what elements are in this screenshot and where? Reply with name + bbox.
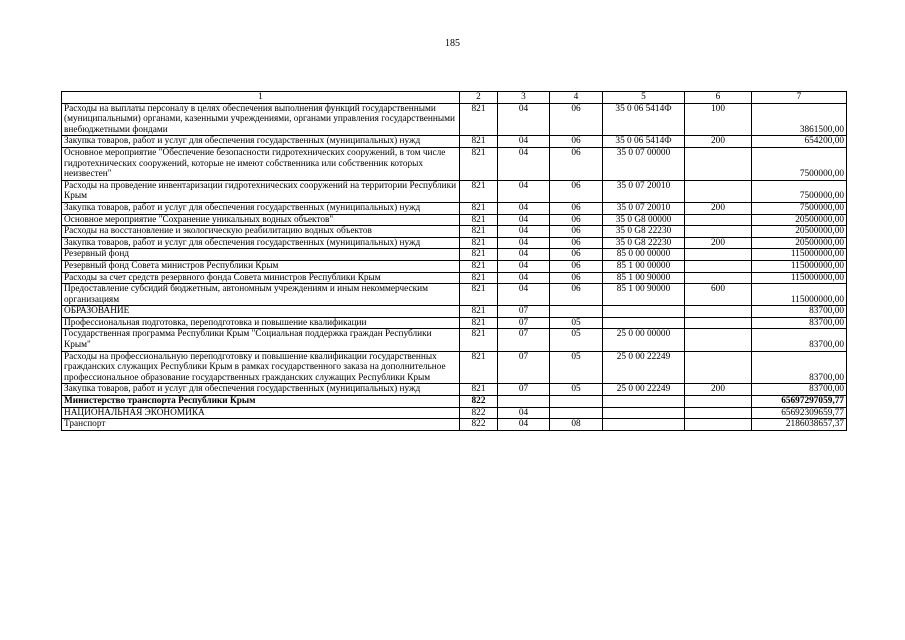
row-code-4: 05 bbox=[550, 384, 603, 396]
table-row bbox=[62, 249, 847, 261]
row-code-5: 35 0 G8 22230 bbox=[603, 237, 685, 249]
row-code-2: 821 bbox=[460, 329, 498, 351]
row-name: Расходы на профессиональную переподготовку и повышение квалификации государственных гражданских служащих Республики Крым в рамках государственного заказа на дополнительное профессиональное образование государственных гражданских служащих Республики Крым bbox=[62, 351, 460, 384]
row-code-4: 06 bbox=[550, 147, 603, 180]
row-amount: 20500000,00 bbox=[752, 214, 847, 226]
row-code-3: 04 bbox=[498, 136, 550, 148]
row-code-3: 04 bbox=[498, 214, 550, 226]
row-amount: 83700,00 bbox=[752, 329, 847, 351]
row-code-6: 200 bbox=[685, 384, 752, 396]
row-code-2: 822 bbox=[460, 407, 498, 419]
row-code-5: 85 1 00 90000 bbox=[603, 284, 685, 306]
row-name: Закупка товаров, работ и услуг для обеспечения государственных (муниципальных) нужд bbox=[62, 384, 460, 396]
row-code-6 bbox=[685, 306, 752, 318]
row-code-3: 07 bbox=[498, 317, 550, 329]
row-amount: 65697297059,77 bbox=[752, 396, 847, 408]
header-cell: 7 bbox=[752, 92, 847, 104]
row-name: Расходы на проведение инвентаризации гидротехнических сооружений на территории Республики Крым bbox=[62, 180, 460, 202]
row-amount: 7500000,00 bbox=[752, 147, 847, 180]
row-amount: 115000000,00 bbox=[752, 284, 847, 306]
row-code-2: 821 bbox=[460, 226, 498, 238]
table-row bbox=[62, 419, 847, 431]
row-code-6 bbox=[685, 272, 752, 284]
row-code-3: 04 bbox=[498, 419, 550, 431]
row-code-6 bbox=[685, 407, 752, 419]
row-code-4: 06 bbox=[550, 284, 603, 306]
row-code-4: 06 bbox=[550, 249, 603, 261]
row-code-5: 25 0 00 22249 bbox=[603, 351, 685, 384]
row-name: Государственная программа Республики Крым "Социальная поддержка граждан Республики Крым" bbox=[62, 329, 460, 351]
row-code-4: 06 bbox=[550, 202, 603, 214]
budget-table bbox=[61, 91, 847, 431]
row-code-2: 821 bbox=[460, 249, 498, 261]
row-name: Закупка товаров, работ и услуг для обеспечения государственных (муниципальных) нужд bbox=[62, 136, 460, 148]
row-amount: 7500000,00 bbox=[752, 202, 847, 214]
row-code-2: 821 bbox=[460, 272, 498, 284]
row-amount: 3861500,00 bbox=[752, 103, 847, 136]
table-row bbox=[62, 272, 847, 284]
row-code-4 bbox=[550, 306, 603, 318]
row-code-6 bbox=[685, 396, 752, 408]
row-amount: 83700,00 bbox=[752, 306, 847, 318]
row-code-5: 25 0 00 22249 bbox=[603, 384, 685, 396]
row-code-3: 07 bbox=[498, 384, 550, 396]
row-code-5 bbox=[603, 396, 685, 408]
table-header-row bbox=[62, 92, 847, 104]
row-code-5: 35 0 07 20010 bbox=[603, 202, 685, 214]
row-code-6 bbox=[685, 249, 752, 261]
table-row bbox=[62, 237, 847, 249]
row-code-6 bbox=[685, 419, 752, 431]
table-row bbox=[62, 317, 847, 329]
row-code-3: 07 bbox=[498, 329, 550, 351]
row-code-5 bbox=[603, 419, 685, 431]
row-code-6: 200 bbox=[685, 136, 752, 148]
row-code-5 bbox=[603, 317, 685, 329]
row-code-5: 35 0 G8 22230 bbox=[603, 226, 685, 238]
row-code-6 bbox=[685, 226, 752, 238]
row-amount: 83700,00 bbox=[752, 317, 847, 329]
row-name: Расходы на восстановление и экологическую реабилитацию водных объектов bbox=[62, 226, 460, 238]
table-row bbox=[62, 260, 847, 272]
row-name: Резервный фонд bbox=[62, 249, 460, 261]
row-code-4 bbox=[550, 396, 603, 408]
table-row bbox=[62, 284, 847, 306]
row-code-5: 85 1 00 90000 bbox=[603, 272, 685, 284]
row-code-3: 04 bbox=[498, 147, 550, 180]
header-cell: 6 bbox=[685, 92, 752, 104]
row-amount: 65692309659,77 bbox=[752, 407, 847, 419]
row-code-2: 821 bbox=[460, 136, 498, 148]
row-name: Профессиональная подготовка, переподготовка и повышение квалификации bbox=[62, 317, 460, 329]
row-code-5 bbox=[603, 306, 685, 318]
row-code-2: 821 bbox=[460, 260, 498, 272]
row-name: ОБРАЗОВАНИЕ bbox=[62, 306, 460, 318]
row-code-4: 05 bbox=[550, 351, 603, 384]
row-code-5: 35 0 06 5414Ф bbox=[603, 136, 685, 148]
row-code-6 bbox=[685, 260, 752, 272]
row-code-5: 35 0 07 00000 bbox=[603, 147, 685, 180]
row-amount: 115000000,00 bbox=[752, 249, 847, 261]
row-code-3 bbox=[498, 396, 550, 408]
row-code-5: 35 0 06 5414Ф bbox=[603, 103, 685, 136]
row-code-6 bbox=[685, 317, 752, 329]
row-amount: 20500000,00 bbox=[752, 226, 847, 238]
header-cell: 4 bbox=[550, 92, 603, 104]
row-code-3: 04 bbox=[498, 180, 550, 202]
row-code-4: 05 bbox=[550, 329, 603, 351]
row-code-2: 821 bbox=[460, 214, 498, 226]
table-row bbox=[62, 180, 847, 202]
table-row bbox=[62, 214, 847, 226]
row-code-4: 06 bbox=[550, 214, 603, 226]
table-row bbox=[62, 407, 847, 419]
row-code-3: 04 bbox=[498, 407, 550, 419]
row-code-2: 821 bbox=[460, 202, 498, 214]
row-code-6 bbox=[685, 180, 752, 202]
row-code-6 bbox=[685, 147, 752, 180]
table-row bbox=[62, 306, 847, 318]
row-code-2: 821 bbox=[460, 306, 498, 318]
header-cell: 1 bbox=[62, 92, 460, 104]
row-name: Резервный фонд Совета министров Республики Крым bbox=[62, 260, 460, 272]
row-amount: 654200,00 bbox=[752, 136, 847, 148]
row-code-3: 04 bbox=[498, 202, 550, 214]
row-code-4: 06 bbox=[550, 237, 603, 249]
row-name: Закупка товаров, работ и услуг для обеспечения государственных (муниципальных) нужд bbox=[62, 237, 460, 249]
row-code-5: 85 0 00 00000 bbox=[603, 249, 685, 261]
page-number: 185 bbox=[445, 38, 460, 49]
row-code-6: 100 bbox=[685, 103, 752, 136]
row-name: Расходы за счет средств резервного фонда Совета министров Республики Крым bbox=[62, 272, 460, 284]
row-name: Закупка товаров, работ и услуг для обеспечения государственных (муниципальных) нужд bbox=[62, 202, 460, 214]
table-row bbox=[62, 396, 847, 408]
table-row bbox=[62, 136, 847, 148]
row-amount: 83700,00 bbox=[752, 384, 847, 396]
row-name: Транспорт bbox=[62, 419, 460, 431]
row-code-3: 04 bbox=[498, 237, 550, 249]
table-row bbox=[62, 226, 847, 238]
header-cell: 5 bbox=[603, 92, 685, 104]
row-amount: 115000000,00 bbox=[752, 260, 847, 272]
row-code-6 bbox=[685, 329, 752, 351]
row-code-2: 821 bbox=[460, 147, 498, 180]
row-code-3: 07 bbox=[498, 306, 550, 318]
row-code-4: 06 bbox=[550, 260, 603, 272]
row-code-4 bbox=[550, 407, 603, 419]
row-code-4: 05 bbox=[550, 317, 603, 329]
row-code-2: 822 bbox=[460, 396, 498, 408]
row-code-2: 821 bbox=[460, 237, 498, 249]
row-name: Расходы на выплаты персоналу в целях обеспечения выполнения функций государственными (муниципальными) органами, казенными учреждениями, органами управления государственными внебюджетными фондами bbox=[62, 103, 460, 136]
row-code-6 bbox=[685, 351, 752, 384]
row-code-3: 04 bbox=[498, 284, 550, 306]
row-code-4: 08 bbox=[550, 419, 603, 431]
row-code-2: 821 bbox=[460, 317, 498, 329]
row-code-4: 06 bbox=[550, 226, 603, 238]
table-row bbox=[62, 202, 847, 214]
table-row bbox=[62, 147, 847, 180]
header-cell: 2 bbox=[460, 92, 498, 104]
row-code-5: 35 0 G8 00000 bbox=[603, 214, 685, 226]
row-code-2: 821 bbox=[460, 284, 498, 306]
row-code-4: 06 bbox=[550, 103, 603, 136]
row-code-5 bbox=[603, 407, 685, 419]
row-amount: 83700,00 bbox=[752, 351, 847, 384]
row-code-4: 06 bbox=[550, 136, 603, 148]
table-row bbox=[62, 103, 847, 136]
row-code-6: 600 bbox=[685, 284, 752, 306]
row-code-6: 200 bbox=[685, 237, 752, 249]
table-row bbox=[62, 329, 847, 351]
row-code-2: 821 bbox=[460, 180, 498, 202]
row-code-3: 04 bbox=[498, 249, 550, 261]
row-code-3: 04 bbox=[498, 272, 550, 284]
row-code-5: 35 0 07 20010 bbox=[603, 180, 685, 202]
row-amount: 20500000,00 bbox=[752, 237, 847, 249]
row-amount: 115000000,00 bbox=[752, 272, 847, 284]
table-row bbox=[62, 351, 847, 384]
row-code-2: 822 bbox=[460, 419, 498, 431]
row-name: Министерство транспорта Республики Крым bbox=[62, 396, 460, 408]
table-row bbox=[62, 384, 847, 396]
row-code-6: 200 bbox=[685, 202, 752, 214]
row-code-5: 25 0 00 00000 bbox=[603, 329, 685, 351]
row-amount: 2186038657,37 bbox=[752, 419, 847, 431]
row-code-6 bbox=[685, 214, 752, 226]
row-code-5: 85 1 00 00000 bbox=[603, 260, 685, 272]
row-code-4: 06 bbox=[550, 272, 603, 284]
header-cell: 3 bbox=[498, 92, 550, 104]
row-code-2: 821 bbox=[460, 351, 498, 384]
row-code-3: 04 bbox=[498, 260, 550, 272]
row-code-4: 06 bbox=[550, 180, 603, 202]
row-code-3: 04 bbox=[498, 103, 550, 136]
row-code-2: 821 bbox=[460, 384, 498, 396]
row-name: Предоставление субсидий бюджетным, автономным учреждениям и иным некоммерческим организациям bbox=[62, 284, 460, 306]
row-code-3: 07 bbox=[498, 351, 550, 384]
row-code-3: 04 bbox=[498, 226, 550, 238]
row-name: Основное мероприятие "Обеспечение безопасности гидротехнических сооружений, в том числе гидротехнических сооружений, которые не имеют собственника или собственник которых неизвестен" bbox=[62, 147, 460, 180]
row-name: Основное мероприятие "Сохранение уникальных водных объектов" bbox=[62, 214, 460, 226]
row-name: НАЦИОНАЛЬНАЯ ЭКОНОМИКА bbox=[62, 407, 460, 419]
row-amount: 7500000,00 bbox=[752, 180, 847, 202]
row-code-2: 821 bbox=[460, 103, 498, 136]
